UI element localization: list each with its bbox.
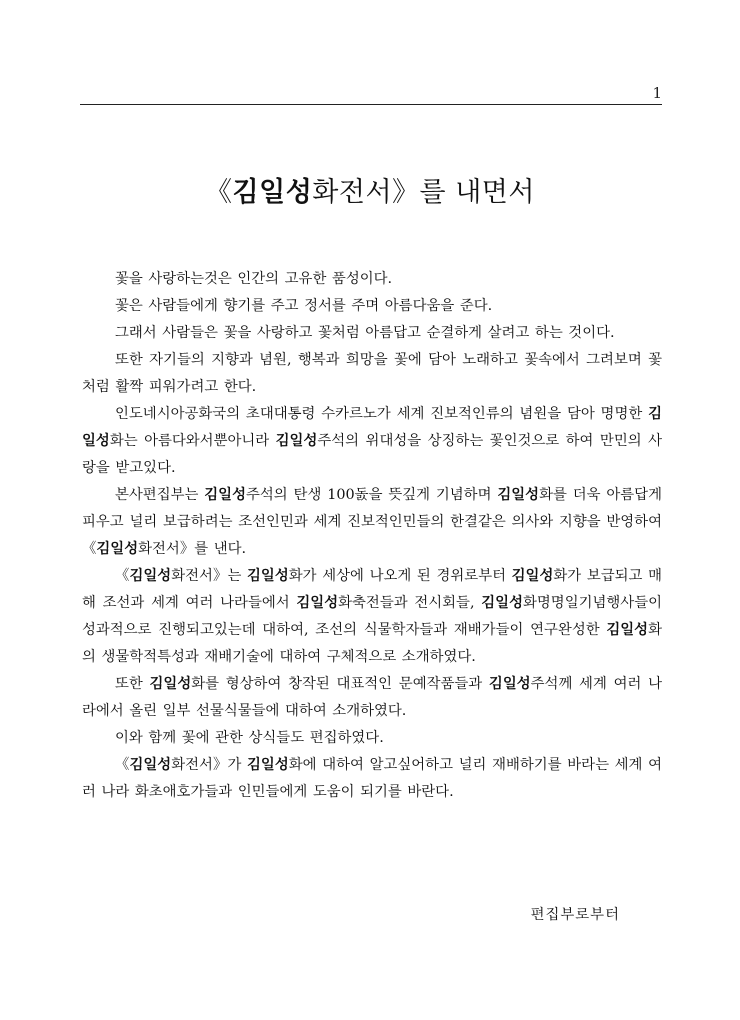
emphasized-name: 김일성: [129, 568, 172, 584]
paragraph: 본사편집부는 김일성주석의 탄생 100돐을 뜻깊게 기념하며 김일성화를 더욱 아름답게 피우고 널리 보급하려는 조선인민과 세계 진보적인민들의 한결같은 의사와 지향을 반영하여 《김일성화전서》를 낸다.: [82, 487, 662, 557]
emphasized-name: 김일성: [232, 177, 313, 208]
paragraph: 꽃은 사람들에게 향기를 주고 정서를 주며 아름다움을 준다.: [115, 298, 493, 314]
paragraph: 인도네시아공화국의 초대대통령 수카르노가 세계 진보적인류의 념원을 담아 명명한 김일성화는 아름다와서뿐아니라 김일성주석의 위대성을 상징하는 꽃인것으로 하여 만민의 사랑을 받고있다.: [82, 406, 662, 476]
document-title: 《김일성화전서》를 내면서: [205, 177, 535, 208]
paragraph: 《김일성화전서》는 김일성화가 세상에 나오게 된 경위로부터 김일성화가 보급되고 매해 조선과 세계 여러 나라들에서 김일성화축전들과 전시회들, 김일성화명명일기념행사들이 성과적으로 진행되고있는데 대하여, 조선의 식물학자들과 재배가들이 연구완성한 김일성화의 생물학적특성과 재배기술에 대하여 구체적으로 소개하였다.: [82, 568, 662, 665]
emphasized-name: 김일성: [511, 568, 554, 584]
paragraph: 그래서 사람들은 꽃을 사랑하고 꽃처럼 아름답고 순결하게 살려고 하는 것이다.: [115, 325, 615, 341]
emphasized-name: 김일성: [96, 541, 139, 557]
emphasized-name: 김일성: [129, 757, 172, 773]
emphasized-name: 김일성: [488, 676, 531, 692]
document-body: [82, 266, 662, 806]
emphasized-name: 김일성: [481, 595, 523, 611]
emphasized-name: 김일성: [606, 622, 649, 638]
paragraph: 이와 함께 꽃에 관한 상식들도 편집하였다.: [115, 730, 384, 746]
emphasized-name: 김일성: [247, 568, 289, 584]
page-number: 1: [652, 84, 662, 102]
signature: 편집부로부터: [530, 907, 620, 923]
emphasized-name: 김일성: [296, 595, 339, 611]
emphasized-name: 김일성: [275, 433, 318, 449]
emphasized-name: 김일성: [82, 406, 662, 449]
paragraph: 또한 자기들의 지향과 념원, 행복과 희망을 꽃에 담아 노래하고 꽃속에서 그려보며 꽃처럼 활짝 피워가려고 한다.: [82, 352, 662, 395]
paragraph: 또한 김일성화를 형상하여 창작된 대표적인 문예작품들과 김일성주석께 세계 여러 나라에서 올린 일부 선물식물들에 대하여 소개하였다.: [82, 676, 662, 719]
paragraph: 꽃을 사랑하는것은 인간의 고유한 품성이다.: [115, 271, 393, 287]
emphasized-name: 김일성: [204, 487, 246, 503]
emphasized-name: 김일성: [247, 757, 289, 773]
header-rule: [80, 104, 662, 105]
emphasized-name: 김일성: [497, 487, 540, 503]
emphasized-name: 김일성: [149, 676, 192, 692]
paragraph: 《김일성화전서》가 김일성화에 대하여 알고싶어하고 널리 재배하기를 바라는 세계 여러 나라 화초애호가들과 인민들에게 도움이 되기를 바란다.: [82, 757, 662, 800]
